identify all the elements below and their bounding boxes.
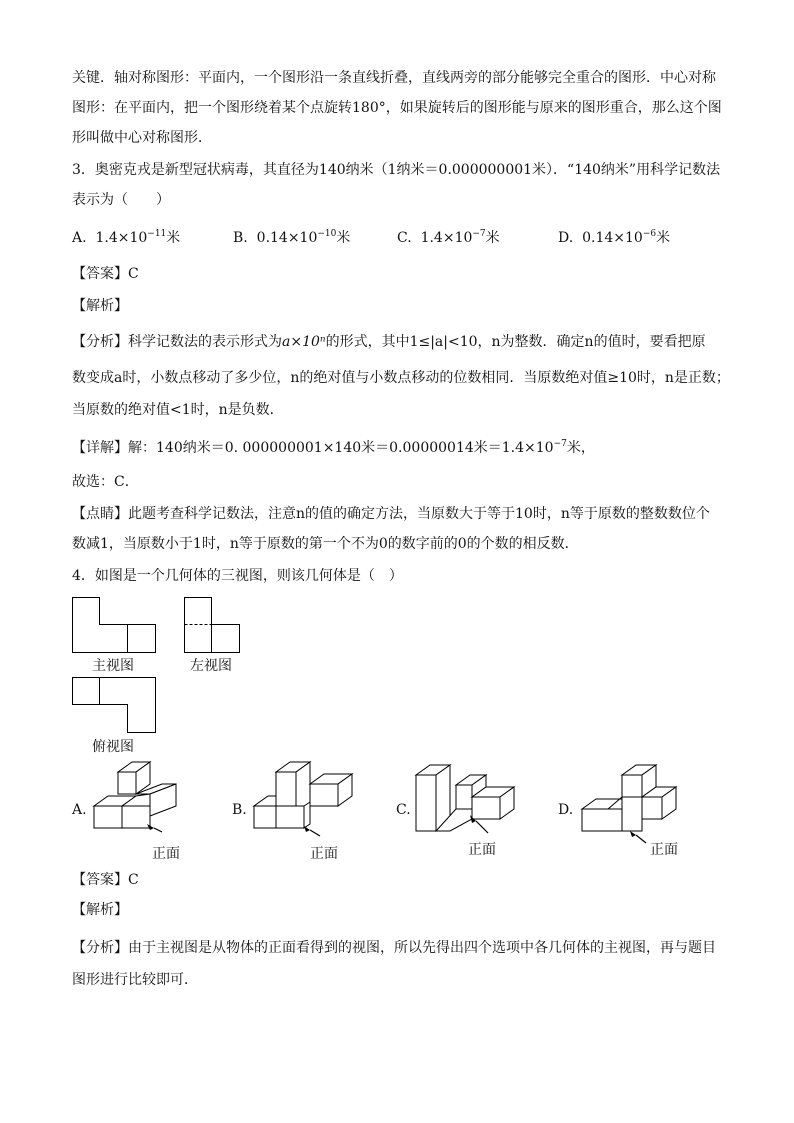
q4-option-a-solid <box>92 760 182 844</box>
q4-option-d-letter: D. <box>558 802 574 818</box>
q3-fenxi-line-3: 当原数的绝对值<1时，n是负数． <box>72 402 284 418</box>
q4-fenxi-line-2: 图形进行比较即可． <box>72 972 198 988</box>
front-view-label: 主视图 <box>92 658 134 674</box>
q4-answer: 【答案】C <box>72 872 139 888</box>
q4-option-c-solid <box>414 763 518 847</box>
q4-analysis-heading: 【解析】 <box>72 902 128 918</box>
left-view-label: 左视图 <box>190 658 232 674</box>
q4-option-d-caption: 正面 <box>650 842 678 858</box>
q4-option-b-solid <box>252 760 356 844</box>
q3-answer: 【答案】C <box>72 266 139 282</box>
q4-option-b-caption: 正面 <box>310 846 338 862</box>
q4-option-c-caption: 正面 <box>468 842 496 858</box>
top-view-label: 俯视图 <box>92 739 134 755</box>
q3-fenxi-line-1: 【分析】科学记数法的表示形式为a×10ⁿ的形式，其中1≤|a|<10，n为整数．确定n的值时，要看把原 <box>72 334 706 350</box>
intro-line-2: 图形：在平面内，把一个图形绕着某个点旋转180°，如果旋转后的图形能与原来的图形重合，那么这个图 <box>72 100 722 116</box>
q3-option-b: B. $0.14\times 10^{-10}$米 <box>233 229 351 246</box>
left-view-figure <box>184 597 240 653</box>
intro-line-1: 关键．轴对称图形：平面内，一个图形沿一条直线折叠，直线两旁的部分能够完全重合的图形．中心对称 <box>72 70 716 86</box>
q4-option-c-letter: C. <box>396 802 411 818</box>
q3-xiangjie: 【详解】解：140纳米＝0. 000000001×140米＝0.00000014米$=1.4\times 10^{-7}$米， <box>72 439 595 456</box>
q3-option-c: C. $1.4\times 10^{-7}$米 <box>397 229 500 246</box>
q4-stem: 4．如图是一个几何体的三视图，则该几何体是（ ） <box>72 568 403 584</box>
front-view-figure <box>72 597 156 653</box>
intro-line-3: 形叫做中心对称图形． <box>72 130 212 146</box>
q3-option-a: A. $1.4\times 10^{-11}$米 <box>72 229 181 246</box>
q3-option-d: D. $0.14\times 10^{-6}$米 <box>558 229 671 246</box>
q3-guxuan: 故选：C． <box>72 474 139 490</box>
q3-fenxi-line-2: 数变成a时，小数点移动了多少位，n的绝对值与小数点移动的位数相同．当原数绝对值≥10时，n是正数； <box>72 370 730 386</box>
q3-dianjing-line-2: 数减1，当原数小于1时，n等于原数的第一个不为0的数字前的0的个数的相反数． <box>72 536 579 552</box>
q4-option-b-letter: B. <box>232 802 247 818</box>
top-view-figure <box>72 677 156 733</box>
q4-option-a-letter: A. <box>72 802 87 818</box>
q3-stem-line-2: 表示为（ ） <box>72 192 170 208</box>
q4-option-d-solid <box>580 763 684 847</box>
q3-dianjing-line-1: 【点睛】此题考查科学记数法，注意n的值的确定方法，当原数大于等于10时，n等于原数的整数数位个 <box>72 506 710 522</box>
q4-fenxi-line-1: 【分析】由于主视图是从物体的正面看得到的视图，所以先得出四个选项中各几何体的主视图，再与题目 <box>72 940 716 956</box>
q3-stem-line-1: 3．奥密克戎是新型冠状病毒，其直径为140纳米（1纳米＝0.000000001米）．“140纳米”用科学记数法 <box>72 162 721 178</box>
q4-option-a-caption: 正面 <box>152 846 180 862</box>
q3-analysis-heading: 【解析】 <box>72 298 128 314</box>
